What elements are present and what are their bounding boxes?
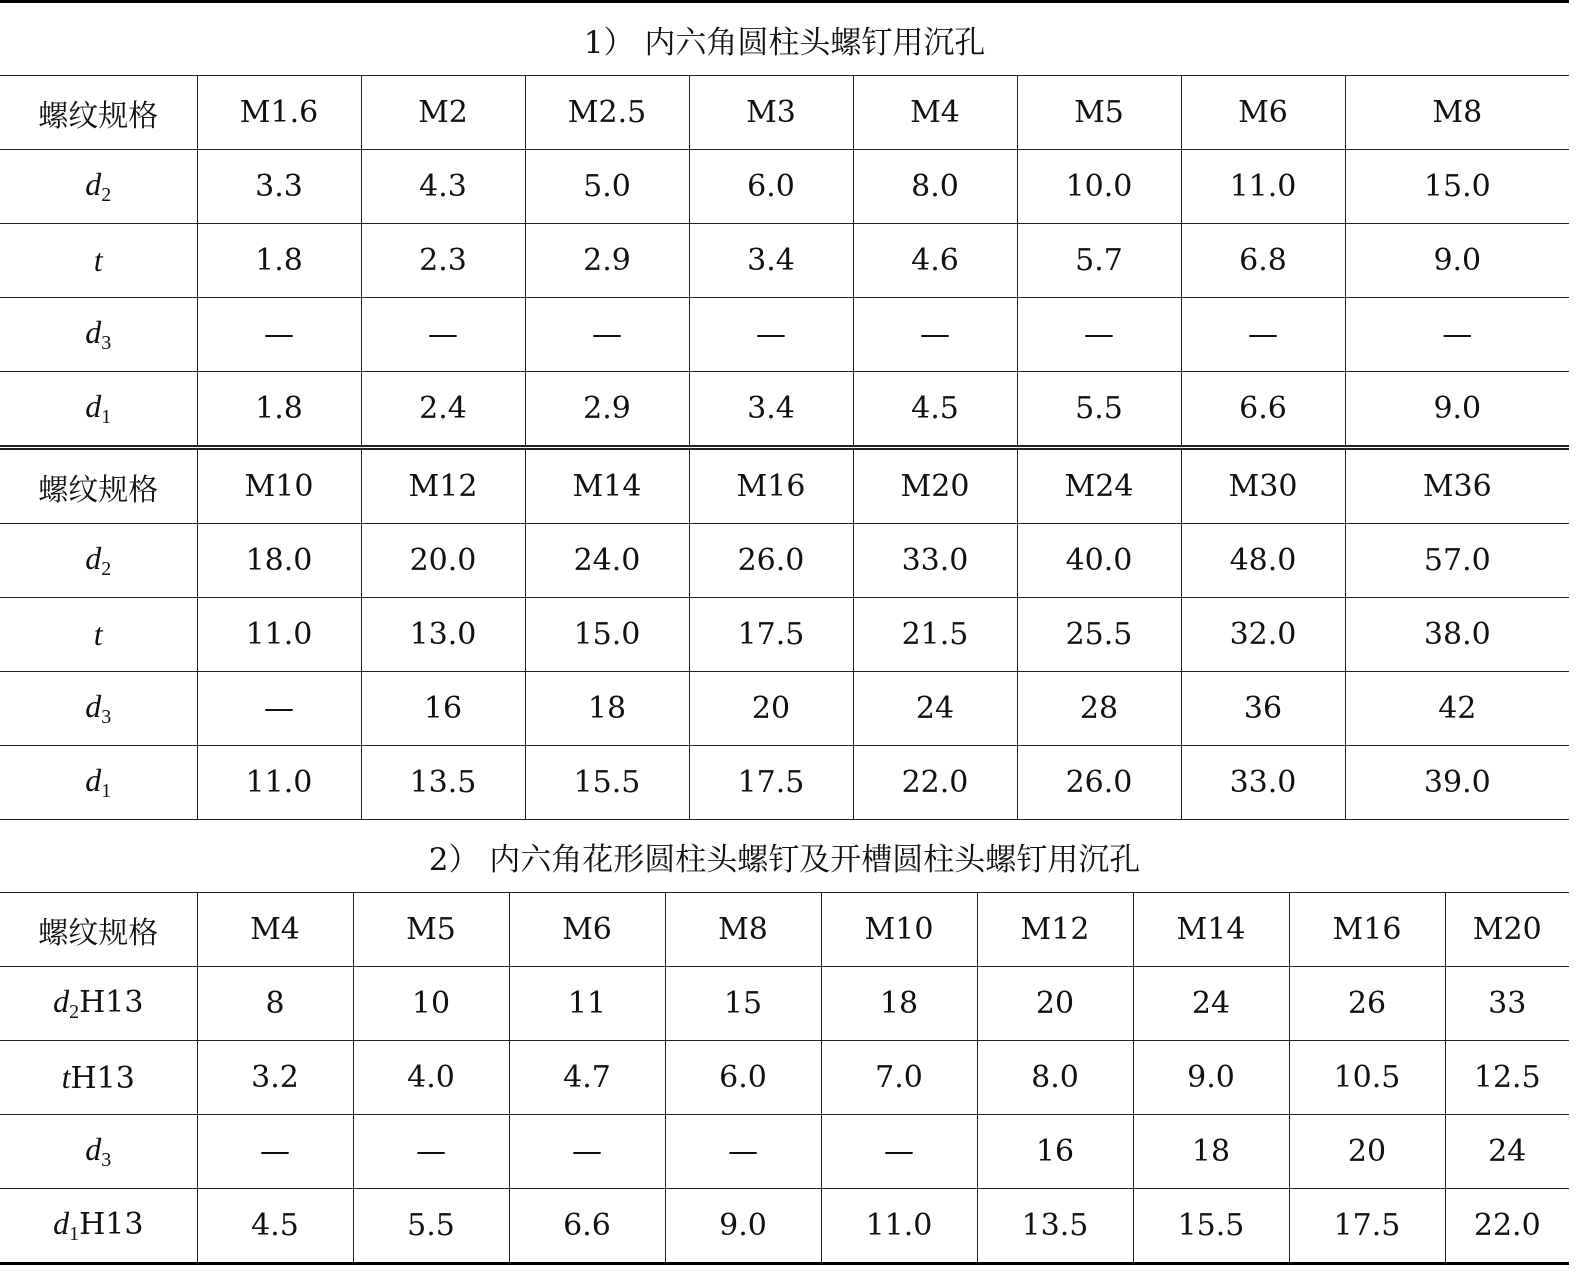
table-cell: M20 — [1445, 893, 1569, 967]
d2-row — [0, 967, 1569, 1041]
table-cell: M2 — [361, 76, 525, 150]
table-cell: 8.0 — [977, 1041, 1133, 1115]
table-cell: — — [509, 1115, 665, 1189]
row-label-d3: $d_3$ — [0, 672, 197, 746]
row-label-t-h13: tH13 — [0, 1041, 197, 1115]
table-cell: M36 — [1345, 448, 1569, 524]
table-cell: 36 — [1181, 672, 1345, 746]
row-label-d3: $d_3$ — [0, 298, 197, 372]
table-cell: 10 — [353, 967, 509, 1041]
table-cell: 26.0 — [689, 524, 853, 598]
table-cell: 48.0 — [1181, 524, 1345, 598]
table-cell: 3.2 — [197, 1041, 353, 1115]
table-cell: M12 — [977, 893, 1133, 967]
table-cell: M4 — [853, 76, 1017, 150]
table-cell: 7.0 — [821, 1041, 977, 1115]
row-label-d1-h13: $d_1H13$ — [0, 1189, 197, 1264]
table-cell: M20 — [853, 448, 1017, 524]
table-cell: 5.5 — [353, 1189, 509, 1264]
table-cell: 28 — [1017, 672, 1181, 746]
table-cell: 40.0 — [1017, 524, 1181, 598]
table-cell: M12 — [361, 448, 525, 524]
spec-row — [0, 448, 1569, 524]
table-cell: 9.0 — [1345, 224, 1569, 298]
table-cell: 11.0 — [1181, 150, 1345, 224]
table-cell: — — [525, 298, 689, 372]
table-cell: M16 — [689, 448, 853, 524]
table-cell: M4 — [197, 893, 353, 967]
table-cell: 6.8 — [1181, 224, 1345, 298]
table-cell: M14 — [525, 448, 689, 524]
table-cell: 24.0 — [525, 524, 689, 598]
table-cell: 20 — [977, 967, 1133, 1041]
table-cell: 5.5 — [1017, 372, 1181, 448]
table-cell: 32.0 — [1181, 598, 1345, 672]
table-cell: 20 — [1289, 1115, 1445, 1189]
table-cell: M5 — [1017, 76, 1181, 150]
spec-row — [0, 76, 1569, 150]
d2-row — [0, 524, 1569, 598]
row-label-d2: $d_2$ — [0, 150, 197, 224]
row-label-d2: $d_2$ — [0, 524, 197, 598]
table-cell: — — [197, 672, 361, 746]
table-cell: 24 — [1133, 967, 1289, 1041]
table-cell: 9.0 — [1133, 1041, 1289, 1115]
d3-row — [0, 298, 1569, 372]
table-cell: 10.5 — [1289, 1041, 1445, 1115]
table-cell: 11.0 — [197, 746, 361, 820]
d1-row — [0, 372, 1569, 448]
row-label-spec: 螺纹规格 — [0, 448, 197, 524]
table-cell: 4.5 — [853, 372, 1017, 448]
table-cell: — — [1017, 298, 1181, 372]
d1-row — [0, 746, 1569, 820]
table-cell: M3 — [689, 76, 853, 150]
table-cell: M16 — [1289, 893, 1445, 967]
table-cell: M1.6 — [197, 76, 361, 150]
row-label-d1: $d_1$ — [0, 372, 197, 448]
d3-row — [0, 1115, 1569, 1189]
table-cell: 18 — [1133, 1115, 1289, 1189]
table-cell: M6 — [509, 893, 665, 967]
table-cell: 21.5 — [853, 598, 1017, 672]
row-label-t: t — [0, 598, 197, 672]
table-cell: 12.5 — [1445, 1041, 1569, 1115]
table-cell: — — [821, 1115, 977, 1189]
table-cell: 2.9 — [525, 372, 689, 448]
table-cell: 11 — [509, 967, 665, 1041]
d1-row — [0, 1189, 1569, 1264]
table-cell: — — [1345, 298, 1569, 372]
table-cell: 10.0 — [1017, 150, 1181, 224]
table-cell: — — [361, 298, 525, 372]
table-cell: 24 — [1445, 1115, 1569, 1189]
table-cell: 6.6 — [1181, 372, 1345, 448]
table-cell: M10 — [821, 893, 977, 967]
table-cell: M2.5 — [525, 76, 689, 150]
section1-caption-row — [0, 2, 1569, 76]
t-row — [0, 1041, 1569, 1115]
table-cell: 9.0 — [665, 1189, 821, 1264]
section2-caption-row — [0, 820, 1569, 893]
table-cell: — — [1181, 298, 1345, 372]
table-cell: — — [197, 298, 361, 372]
section2-table — [0, 820, 1569, 1265]
table-cell: 3.4 — [689, 372, 853, 448]
table-cell: 4.3 — [361, 150, 525, 224]
table-cell: 13.5 — [361, 746, 525, 820]
table-cell: 4.6 — [853, 224, 1017, 298]
table-cell: 2.9 — [525, 224, 689, 298]
t-row — [0, 598, 1569, 672]
table-cell: 20 — [689, 672, 853, 746]
table-cell: 24 — [853, 672, 1017, 746]
table-cell: 2.3 — [361, 224, 525, 298]
table-cell: 26.0 — [1017, 746, 1181, 820]
table-cell: 13.0 — [361, 598, 525, 672]
table-cell: M5 — [353, 893, 509, 967]
table-cell: — — [665, 1115, 821, 1189]
table-cell: 33.0 — [853, 524, 1017, 598]
table-cell: — — [197, 1115, 353, 1189]
table-cell: 9.0 — [1345, 372, 1569, 448]
table-cell: — — [853, 298, 1017, 372]
table-cell: 8 — [197, 967, 353, 1041]
table-cell: M10 — [197, 448, 361, 524]
table-cell: 15.5 — [525, 746, 689, 820]
d2-row — [0, 150, 1569, 224]
table-cell: 4.0 — [353, 1041, 509, 1115]
table-cell: 17.5 — [1289, 1189, 1445, 1264]
row-label-d2-h13: $d_2H13$ — [0, 967, 197, 1041]
table-cell: — — [689, 298, 853, 372]
table-cell: 42 — [1345, 672, 1569, 746]
table-cell: 38.0 — [1345, 598, 1569, 672]
table-cell: 4.5 — [197, 1189, 353, 1264]
table-cell: M24 — [1017, 448, 1181, 524]
row-label-d3: $d_3$ — [0, 1115, 197, 1189]
table-cell: — — [353, 1115, 509, 1189]
table-cell: 8.0 — [853, 150, 1017, 224]
table-cell: M8 — [1345, 76, 1569, 150]
table-cell: 18 — [821, 967, 977, 1041]
row-label-spec: 螺纹规格 — [0, 893, 197, 967]
table-cell: M6 — [1181, 76, 1345, 150]
table-cell: 18 — [525, 672, 689, 746]
table-cell: 11.0 — [197, 598, 361, 672]
table-cell: 17.5 — [689, 746, 853, 820]
table-cell: 4.7 — [509, 1041, 665, 1115]
table-cell: 39.0 — [1345, 746, 1569, 820]
spec-row — [0, 893, 1569, 967]
table-cell: 22.0 — [1445, 1189, 1569, 1264]
table-cell: 16 — [361, 672, 525, 746]
table-cell: 15 — [665, 967, 821, 1041]
table-cell: 16 — [977, 1115, 1133, 1189]
table-cell: 25.5 — [1017, 598, 1181, 672]
table-cell: 2.4 — [361, 372, 525, 448]
table-cell: 17.5 — [689, 598, 853, 672]
table-cell: 13.5 — [977, 1189, 1133, 1264]
table-cell: 15.0 — [1345, 150, 1569, 224]
table-cell: 11.0 — [821, 1189, 977, 1264]
table-cell: 3.3 — [197, 150, 361, 224]
table-cell: 18.0 — [197, 524, 361, 598]
table-cell: M14 — [1133, 893, 1289, 967]
table-cell: 20.0 — [361, 524, 525, 598]
table-cell: 1.8 — [197, 224, 361, 298]
table-cell: M8 — [665, 893, 821, 967]
row-label-d1: $d_1$ — [0, 746, 197, 820]
table-cell: 33.0 — [1181, 746, 1345, 820]
row-label-t: t — [0, 224, 197, 298]
t-row — [0, 224, 1569, 298]
table-cell: 6.0 — [689, 150, 853, 224]
table-cell: 6.6 — [509, 1189, 665, 1264]
table-cell: M30 — [1181, 448, 1345, 524]
table-cell: 1.8 — [197, 372, 361, 448]
table-cell: 6.0 — [665, 1041, 821, 1115]
table-cell: 33 — [1445, 967, 1569, 1041]
table-cell: 22.0 — [853, 746, 1017, 820]
table-cell: 26 — [1289, 967, 1445, 1041]
table-cell: 15.5 — [1133, 1189, 1289, 1264]
section2-caption: 2） 内六角花形圆柱头螺钉及开槽圆柱头螺钉用沉孔 — [0, 820, 1569, 893]
row-label-spec: 螺纹规格 — [0, 76, 197, 150]
table-cell: 5.7 — [1017, 224, 1181, 298]
table-cell: 5.0 — [525, 150, 689, 224]
table-cell: 57.0 — [1345, 524, 1569, 598]
table-cell: 3.4 — [689, 224, 853, 298]
table-cell: 15.0 — [525, 598, 689, 672]
d3-row — [0, 672, 1569, 746]
section1-caption: 1） 内六角圆柱头螺钉用沉孔 — [0, 2, 1569, 76]
